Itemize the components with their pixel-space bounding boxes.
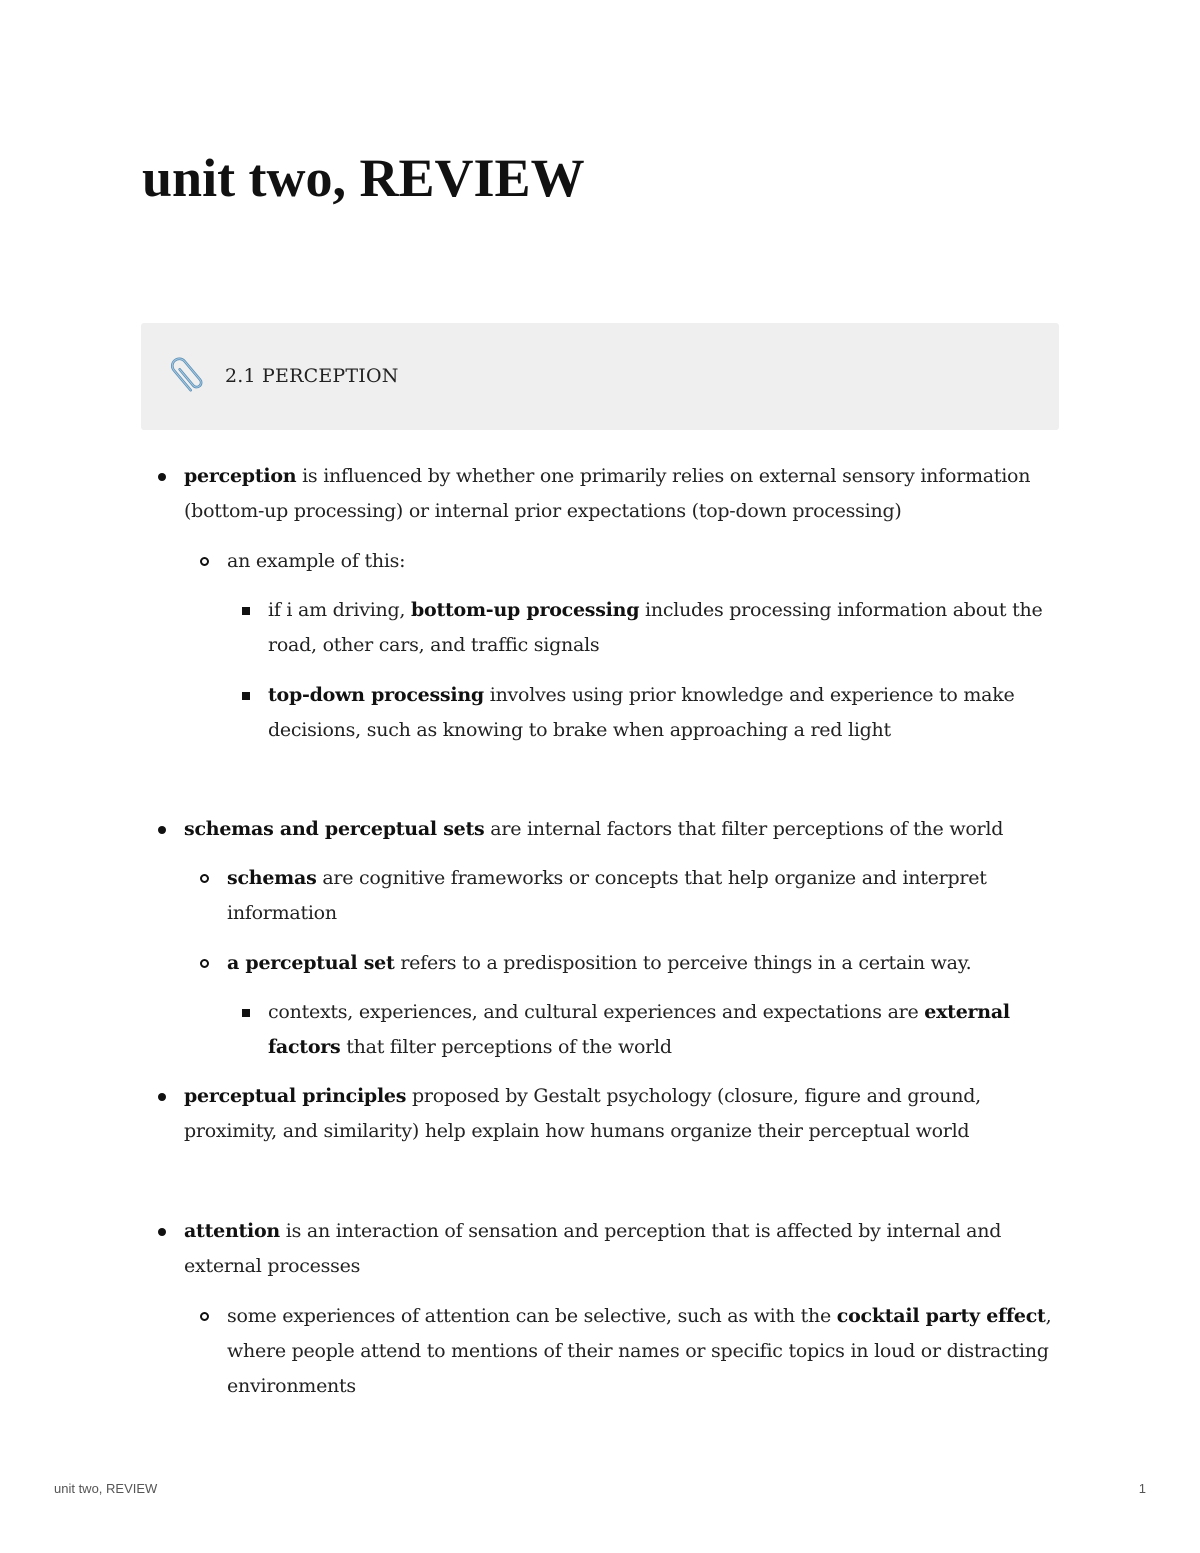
page-number: 1 — [1138, 1481, 1146, 1496]
bullet-circle-icon — [200, 557, 209, 566]
item-text: are cognitive frameworks or concepts that help organize and interpret information — [227, 867, 987, 924]
item-text: , where people attend to mentions of their names or specific topics in loud or distracting environments — [227, 1305, 1052, 1397]
bullet-square-icon — [242, 607, 250, 615]
list-item-contexts — [268, 995, 1058, 1065]
item-text: that filter perceptions of the world — [340, 1036, 672, 1058]
term: attention — [184, 1220, 280, 1242]
item-text: refers to a predisposition to perceive things in a certain way. — [394, 952, 972, 974]
item-text: an example of this: — [227, 550, 406, 572]
section-callout — [141, 323, 1059, 430]
item-text: involves using prior knowledge and experience to make decisions, such as knowing to brake when approaching a red light — [268, 684, 1015, 741]
bullet-disc-icon — [158, 473, 166, 481]
item-text: is influenced by whether one primarily relies on external sensory information (bottom-up processing) or internal prior expectations (top-down processing) — [184, 465, 1031, 522]
item-text: is an interaction of sensation and perception that is affected by internal and external processes — [184, 1220, 1002, 1277]
item-text: includes processing information about the road, other cars, and traffic signals — [268, 599, 1043, 656]
bullet-square-icon — [242, 1009, 250, 1017]
section-heading: 2.1 PERCEPTION — [225, 365, 399, 387]
list-item-principles — [184, 1079, 1054, 1149]
bullet-square-icon — [242, 692, 250, 700]
footer-document-title: unit two, REVIEW — [54, 1481, 158, 1496]
term: top-down processing — [268, 684, 484, 706]
bullet-disc-icon — [158, 1093, 166, 1101]
term: external factors — [268, 1001, 1010, 1058]
term: schemas and perceptual sets — [184, 818, 485, 840]
list-item-perception — [184, 459, 1054, 529]
list-item-top-down — [268, 678, 1058, 748]
bullet-circle-icon — [200, 959, 209, 968]
bullet-circle-icon — [200, 1312, 209, 1321]
list-item-perceptual-set — [227, 946, 1057, 981]
bullet-disc-icon — [158, 826, 166, 834]
bullet-disc-icon — [158, 1228, 166, 1236]
item-prefix: if i am driving, — [268, 599, 412, 621]
term: bottom-up processing — [411, 599, 640, 621]
term: a perceptual set — [227, 952, 395, 974]
list-item-example — [227, 544, 1057, 579]
term: perception — [184, 465, 297, 487]
bullet-circle-icon — [200, 874, 209, 883]
term: cocktail party effect — [836, 1305, 1046, 1327]
term: schemas — [227, 867, 317, 889]
item-text: proposed by Gestalt psychology (closure, figure and ground, proximity, and similarity) help explain how humans organize their perceptual world — [184, 1085, 981, 1142]
list-item-bottom-up — [268, 593, 1058, 663]
list-item-schemas-sets — [184, 812, 1054, 847]
item-text: are internal factors that filter perceptions of the world — [484, 818, 1004, 840]
term: perceptual principles — [184, 1085, 407, 1107]
list-item-attention — [184, 1214, 1054, 1284]
list-item-schemas — [227, 861, 1057, 931]
paperclip-icon — [165, 351, 209, 399]
item-prefix: some experiences of attention can be selective, such as with the — [227, 1305, 837, 1327]
page-title: unit two, REVIEW — [142, 148, 585, 208]
item-prefix: contexts, experiences, and cultural experiences and expectations are — [268, 1001, 925, 1023]
list-item-cocktail — [227, 1299, 1057, 1404]
